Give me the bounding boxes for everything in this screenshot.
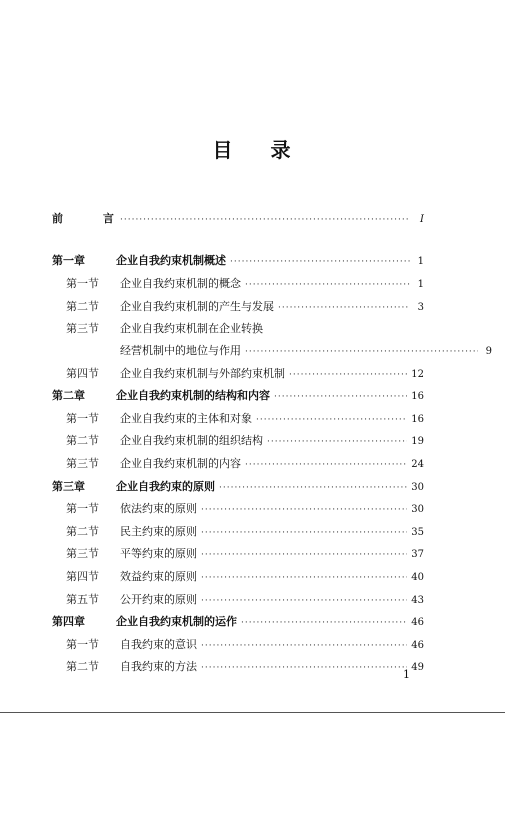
toc-entry[interactable] <box>52 275 424 293</box>
leader-dots <box>241 618 407 628</box>
leader-dots <box>289 370 407 380</box>
toc-entry[interactable] <box>52 320 424 338</box>
toc-entry-continuation[interactable] <box>52 342 492 360</box>
toc-entry[interactable] <box>52 365 424 383</box>
entry-label: 第一节 <box>66 638 99 651</box>
entry-label: 第三节 <box>66 547 99 560</box>
entry-page: 1 <box>417 256 424 267</box>
entry-title: 民主约束的原则 <box>120 525 197 538</box>
leader-dots <box>245 280 410 290</box>
entry-title: 企业自我约束机制的内容 <box>120 457 241 470</box>
toc-entry[interactable] <box>52 455 424 473</box>
leader-dots <box>201 573 407 583</box>
entry-page: 35 <box>411 527 424 538</box>
leader-dots <box>201 505 407 515</box>
toc-entry[interactable] <box>52 252 424 270</box>
leader-dots <box>201 550 407 560</box>
leader-dots <box>201 528 407 538</box>
entry-title: 企业自我约束的原则 <box>116 480 215 493</box>
toc-entry[interactable] <box>52 636 424 654</box>
leader-dots <box>201 641 407 651</box>
entry-label: 第五节 <box>66 593 99 606</box>
leader-dots <box>245 347 478 357</box>
entry-label: 第一节 <box>66 412 99 425</box>
toc-entry[interactable] <box>52 500 424 518</box>
entry-page: 3 <box>417 302 424 313</box>
entry-title: 平等约束的原则 <box>120 547 197 560</box>
entry-title: 企业自我约束机制的结构和内容 <box>116 389 270 402</box>
entry-page: 46 <box>411 640 424 651</box>
leader-dots <box>267 437 407 447</box>
entry-label: 第三节 <box>66 457 99 470</box>
toc-entry[interactable] <box>52 432 424 450</box>
entry-label: 第二节 <box>66 525 99 538</box>
entry-label: 第二章 <box>52 389 85 402</box>
entry-label: 第四章 <box>52 615 85 628</box>
toc-entry[interactable] <box>52 298 424 316</box>
toc-entry[interactable] <box>52 478 424 496</box>
preface-page: I <box>420 214 424 225</box>
preface-label: 前 言 <box>52 212 132 225</box>
entry-page: 1 <box>417 279 424 290</box>
entry-title: 依法约束的原则 <box>120 502 197 515</box>
entry-label: 第二节 <box>66 300 99 313</box>
entry-title: 经营机制中的地位与作用 <box>120 344 241 357</box>
toc-entry[interactable] <box>52 568 424 586</box>
leader-dots <box>120 215 410 225</box>
entry-label: 第三章 <box>52 480 85 493</box>
entry-label: 第二节 <box>66 434 99 447</box>
entry-title: 企业自我约束的主体和对象 <box>120 412 252 425</box>
entry-label: 第四节 <box>66 570 99 583</box>
entry-page: 37 <box>411 549 424 560</box>
entry-title: 企业自我约束机制的运作 <box>116 615 237 628</box>
entry-page: 16 <box>411 414 424 425</box>
page-number: 1 <box>403 668 410 681</box>
leader-dots <box>256 415 407 425</box>
toc-entry[interactable] <box>52 523 424 541</box>
toc-preface[interactable] <box>52 210 424 228</box>
toc-entry[interactable] <box>52 591 424 609</box>
entry-label: 第一节 <box>66 277 99 290</box>
leader-dots <box>230 257 410 267</box>
toc-entry[interactable] <box>52 613 424 631</box>
entry-label: 第一章 <box>52 254 85 267</box>
entry-page: 46 <box>411 617 424 628</box>
entry-title: 公开约束的原则 <box>120 593 197 606</box>
entry-title: 企业自我约束机制与外部约束机制 <box>120 367 285 380</box>
leader-dots <box>201 663 407 673</box>
entry-label: 第二节 <box>66 660 99 673</box>
title-char-right: 录 <box>270 138 293 162</box>
toc-entry[interactable] <box>52 658 424 676</box>
entry-title: 效益约束的原则 <box>120 570 197 583</box>
entry-label: 第三节 <box>66 322 99 335</box>
entry-label: 第四节 <box>66 367 99 380</box>
entry-label: 第一节 <box>66 502 99 515</box>
entry-title: 企业自我约束机制概述 <box>116 254 226 267</box>
entry-page: 12 <box>411 369 424 380</box>
entry-page: 49 <box>411 662 424 673</box>
toc-entry[interactable] <box>52 410 424 428</box>
leader-dots <box>274 392 407 402</box>
toc-entry[interactable] <box>52 387 424 405</box>
entry-page: 40 <box>411 572 424 583</box>
entry-title: 自我约束的意识 <box>120 638 197 651</box>
entry-page: 19 <box>411 436 424 447</box>
page-title <box>0 134 505 163</box>
entry-page: 30 <box>411 482 424 493</box>
entry-page: 9 <box>485 346 492 357</box>
entry-page: 30 <box>411 504 424 515</box>
toc-entry[interactable] <box>52 545 424 563</box>
entry-title: 企业自我约束机制在企业转换 <box>120 322 263 335</box>
entry-page: 16 <box>411 391 424 402</box>
entry-title: 自我约束的方法 <box>120 660 197 673</box>
entry-title: 企业自我约束机制的产生与发展 <box>120 300 274 313</box>
leader-dots <box>219 483 407 493</box>
entry-title: 企业自我约束机制的概念 <box>120 277 241 290</box>
page-edge-line <box>0 712 505 713</box>
title-char-left: 目 <box>212 138 235 162</box>
leader-dots <box>245 460 407 470</box>
leader-dots <box>278 303 410 313</box>
entry-page: 43 <box>411 595 424 606</box>
entry-page: 24 <box>411 459 424 470</box>
entry-title: 企业自我约束机制的组织结构 <box>120 434 263 447</box>
leader-dots <box>201 596 407 606</box>
